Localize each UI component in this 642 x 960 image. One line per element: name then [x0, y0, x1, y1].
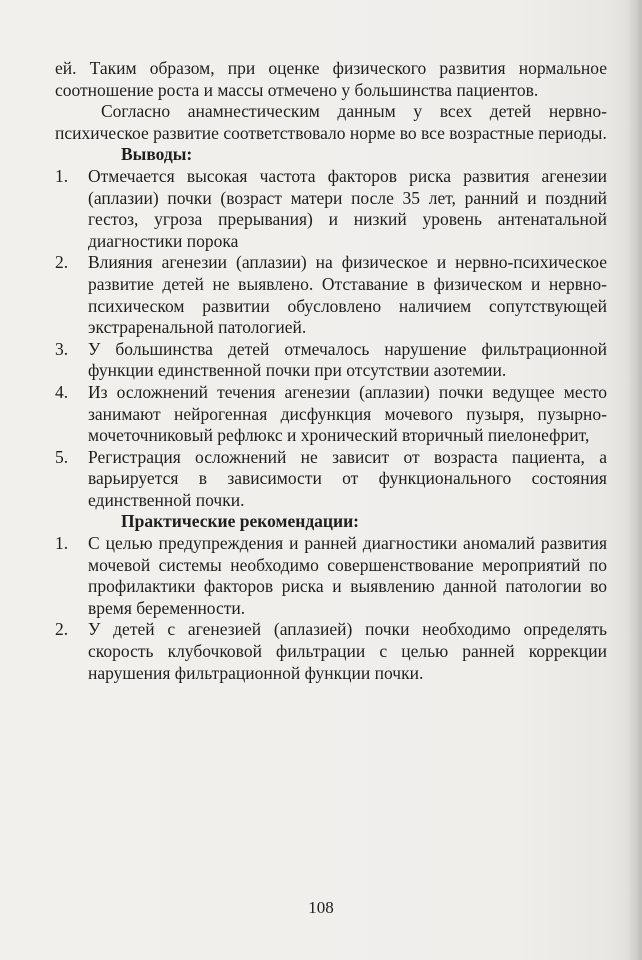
- paragraph-continuation: ей. Таким образом, при оценке физического развития нормальное соотношение роста и массы отмечено у большинства пациентов.: [55, 58, 607, 100]
- item-number: 4.: [55, 381, 69, 402]
- item-number: 1.: [55, 165, 69, 186]
- recommendation-item: [55, 533, 607, 619]
- recommendation-item: [55, 619, 607, 684]
- item-number: 1.: [55, 533, 69, 554]
- conclusion-item: [55, 339, 607, 382]
- conclusions-list: [55, 166, 607, 512]
- page-number: 108: [308, 898, 334, 917]
- page-edge-shadow: [628, 0, 642, 960]
- item-text: Из осложнений течения агенезии (аплазии) почки ведущее место занимают нейрогенная дисфункция мочевого пузыря, пузырно-мочеточниковый рефлюкс и хронический вторичный пиелонефрит,: [88, 381, 607, 446]
- item-text: У детей с агенезией (аплазией) почки необходимо определять скорость клубочковой фильтрации с целью ранней коррекции нарушения фильтрационной функции почки.: [88, 619, 607, 683]
- item-number: 2.: [55, 619, 69, 640]
- recommendations-heading: Практические рекомендации:: [121, 511, 360, 532]
- item-number: 3.: [55, 338, 69, 359]
- page-content: [55, 58, 607, 684]
- item-text: С целью предупреждения и ранней диагностики аномалий развития мочевой системы необходимо совершенствование мероприятий по профилактики факторов риска и выявлению данной патологии во время беременности.: [88, 533, 607, 618]
- conclusion-item: [55, 382, 607, 447]
- item-number: 5.: [55, 446, 69, 467]
- conclusions-heading: Выводы:: [121, 144, 193, 165]
- paragraph-anamnesis: Согласно анамнестическим данным у всех детей нервно-психическое развитие соответствовало норме во все возрастные периоды.: [55, 101, 607, 143]
- recommendations-list: [55, 533, 607, 684]
- conclusion-item: [55, 252, 607, 338]
- item-number: 2.: [55, 252, 69, 273]
- item-text: У большинства детей отмечалось нарушение фильтрационной функции единственной почки при отсутствии азотемии.: [88, 338, 607, 381]
- conclusion-item: [55, 166, 607, 252]
- item-text: Отмечается высокая частота факторов риска развития агенезии (аплазии) почки (возраст матери после 35 лет, ранний и поздний гестоз, угроза прерывания) и низкий уровень антенатальной диагностики порока: [88, 165, 607, 251]
- item-text: Влияния агенезии (аплазии) на физическое и нервно-психическое развитие детей не выявлено. Отставание в физическом и нервно-психическом развитии обусловлено наличием сопутствующей экстраренальной патологией.: [88, 252, 607, 338]
- item-text: Регистрация осложнений не зависит от возраста пациента, а варьируется в зависимости от функционального состояния единственной почки.: [88, 446, 607, 510]
- conclusion-item: [55, 447, 607, 512]
